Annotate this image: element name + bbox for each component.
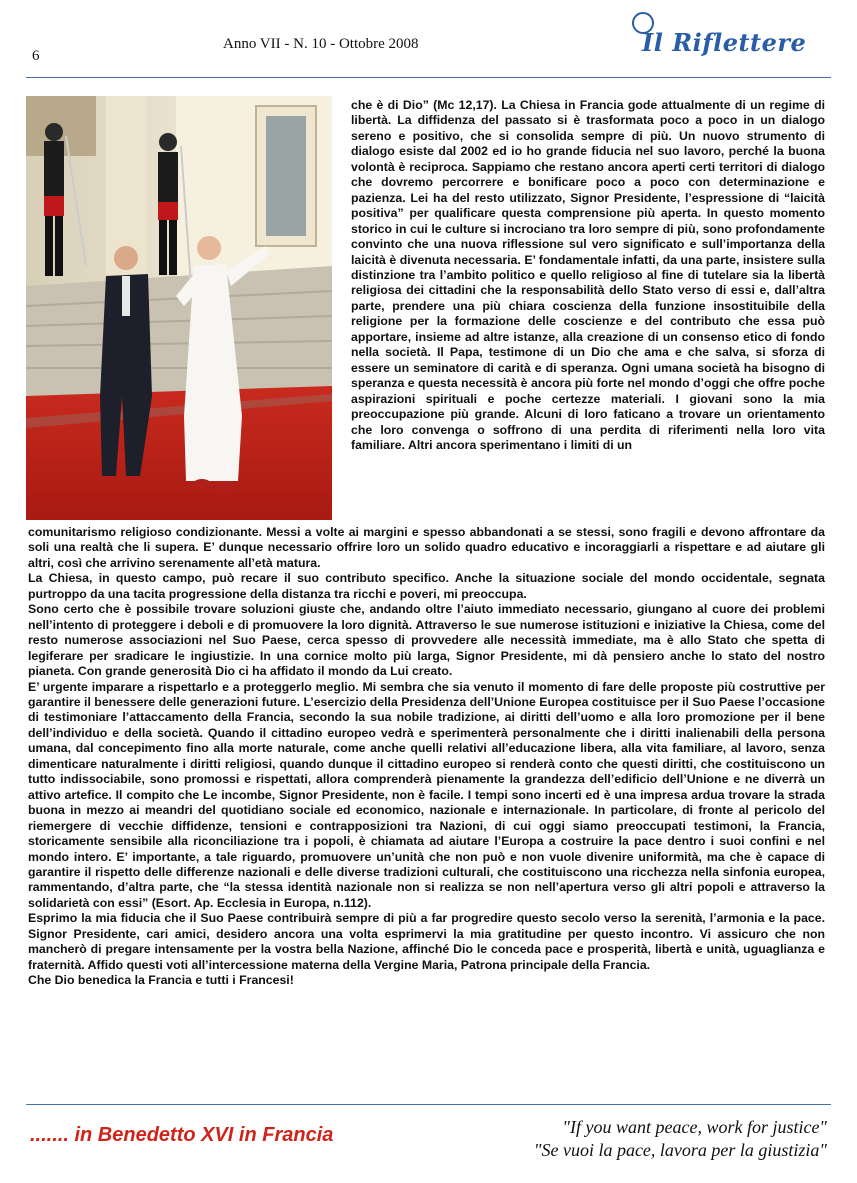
masthead-logo: [632, 8, 832, 68]
top-rule: [26, 77, 831, 78]
footer-motto: [534, 1116, 827, 1162]
page-number: 6: [32, 48, 40, 64]
article-right-column: [351, 98, 825, 453]
article-paragraph: Sono certo che è possibile trovare soluzioni giuste che, andando oltre l’aiuto immediato necessario, giungano al cuore dei problemi nell’intento di proteggere i deboli e di promuovere la loro dignità. Attraverso le sue numerose istituzioni e iniziative la Chiesa, come del resto numerose associazioni nel Suo Paese, cerca spesso di provvedere alle necessità immediate, ma è allo Stato che spetta di legiferare per sradicare le ingiustizie. In una cornice molto più larga, Signor Presidente, mi dà pensiero anche lo stato del nostro pianeta. Con grande generosità Dio ci ha affidato il mondo da Lui creato.: [28, 602, 825, 679]
motto-italian: "Se vuoi la pace, lavora per la giustizia": [533, 1140, 827, 1160]
bottom-rule: [26, 1104, 831, 1105]
article-paragraph: comunitarismo religioso condizionante. Messi a volte ai margini e spesso abbandonati a se stessi, sono fragili e devono affrontare da soli una realtà che li supera. E’ dunque necessario offrire loro un solido quadro educativo e incoraggiarli a rispettare e ad aiutare gli altri, così che arrivino serenamente all’età matura.: [28, 525, 825, 570]
motto-english: "If you want peace, work for justice": [562, 1117, 827, 1137]
article-paragraph: E’ urgente imparare a rispettarlo e a proteggerlo meglio. Mi sembra che sia venuto il momento di fare delle proposte più costruttive per garantire il benessere delle generazioni future. L’esercizio della Presidenza dell’Unione Europea costituisce per il Suo Paese l’occasione di testimoniare l’attaccamento della Francia, secondo la sua nobile tradizione, ai diritti dell’uomo e alla loro promozione per il bene dell’individuo e della società. Quando il cittadino europeo vedrà e sperimenterà personalmente che i diritti inalienabili della persona umana, dal concepimento fino alla morte naturale, come anche quelli relativi all’educazione libera, alla vita familiare, al lavoro, senza dimenticare naturalmente i diritti religiosi, quando dunque il cittadino europeo si renderà conto che questi diritti, che costituiscono un tutto indissociabile, sono promossi e rispettati, allora comprenderà pienamente la grandezza dell’edificio dell’Unione e ne diverrà un attivo artefice. Il compito che Le incombe, Signor Presidente, non è facile. I tempi sono incerti ed è una impresa ardua trovare la strada buona in mezzo ai meandri del quotidiano sociale ed economico, nazionale e internazionale. In particolare, di fronte al pericolo del riemergere di vecchie diffidenze, tensioni e contrapposizioni tra Nazioni, di cui oggi siamo preoccupati testimoni, la Francia, storicamente sensibile alla riconciliazione tra i popoli, è chiamata ad aiutare l’Europa a costruire la pace dentro i suoi confini e nel mondo intero. E’ importante, a tale riguardo, promuovere un’unità che non può e non vuole divenire uniformità, ma che è capace di garantire il rispetto delle differenze nazionali e delle diverse tradizioni culturali, che costituiscono una ricchezza nella sinfonia europea, rammentando, d’altra parte, che “la stessa identità nazionale non si realizza se non nell’apertura verso gli altri popoli e attraverso la solidarietà con essi” (Esort. Ap. Ecclesia in Europa, n.112).: [28, 679, 825, 910]
article-closing: Che Dio benedica la Francia e tutti i Francesi!: [28, 973, 294, 988]
masthead-title: Il Riflettere: [642, 28, 807, 57]
photo-pope-and-president: [26, 96, 332, 520]
footer-section-title: ....... in Benedetto XVI in Francia: [30, 1124, 334, 1146]
article-paragraph: che è di Dio” (Mc 12,17). La Chiesa in Francia gode attualmente di un regime di libertà. La diffidenza del passato si è trasformata poco a poco in un dialogo sereno e positivo, che si consolida sempre di più. Un nuovo strumento di dialogo esiste dal 2002 ed io ho grande fiducia nel suo lavoro, perché la buona volontà è reciproca. Sappiamo che restano ancora aperti certi territori di dialogo che dovremo percorrere e bonificare poco a poco con determinazione e pazienza. Lei ha del resto utilizzato, Signor Presidente, l’espressione di “laicità positiva” per qualificare questa comprensione più aperta. In questo momento storico in cui le culture si incrociano tra loro sempre di più, sono profondamente convinto che una nuova riflessione sul vero significato e sull’importanza della laicità è divenuta necessaria. E’ fondamentale infatti, da una parte, insistere sulla distinzione tra l’ambito politico e quello religioso al fine di tutelare sia la libertà religiosa dei cittadini che la responsabilità dello Stato verso di essi e, dall’altra parte, prendere una più chiara coscienza della funzione insostituibile della religione per la formazione delle coscienze e del contributo che essa può apportare, insieme ad altre istanze, alla creazione di un consenso etico di fondo nella società. Il Papa, testimone di un Dio che ama e che salva, si sforza di essere un seminatore di carità e di speranza. Ogni umana società ha bisogno di speranza e questa necessità è ancora più forte nel mondo d’oggi che offre poche aspirazioni spirituali e poche certezze materiali. I giovani sono la mia preoccupazione più grande. Alcuni di loro faticano a trovare un orientamento che loro convenga o soffrono di una perdita di riferimenti nella loro vita familiare. Altri ancora sperimentano i limiti di un: [351, 98, 825, 452]
article-paragraph: La Chiesa, in questo campo, può recare il suo contributo specifico. Anche la situazione sociale del mondo occidentale, segnata purtroppo da una tacita progressione della distanza tra ricchi e poveri, mi preoccupa.: [28, 571, 825, 601]
issue-info: Anno VII - N. 10 - Ottobre 2008: [223, 36, 419, 52]
article-paragraph: Esprimo la mia fiducia che il Suo Paese contribuirà sempre di più a far progredire questo secolo verso la serenità, l’armonia e la pace. Signor Presidente, cari amici, desidero ancora una volta esprimervi la mia gratitudine per questo incontro. Vi assicuro che non mancherò di pregare intensamente per la vostra bella Nazione, affinché Dio le conceda pace e prosperità, libertà e unità, uguaglianza e fraternità. Affido questi voti all’intercessione materna della Vergine Maria, Patrona principale della Francia.: [28, 911, 825, 972]
article-full-width: [28, 525, 825, 989]
